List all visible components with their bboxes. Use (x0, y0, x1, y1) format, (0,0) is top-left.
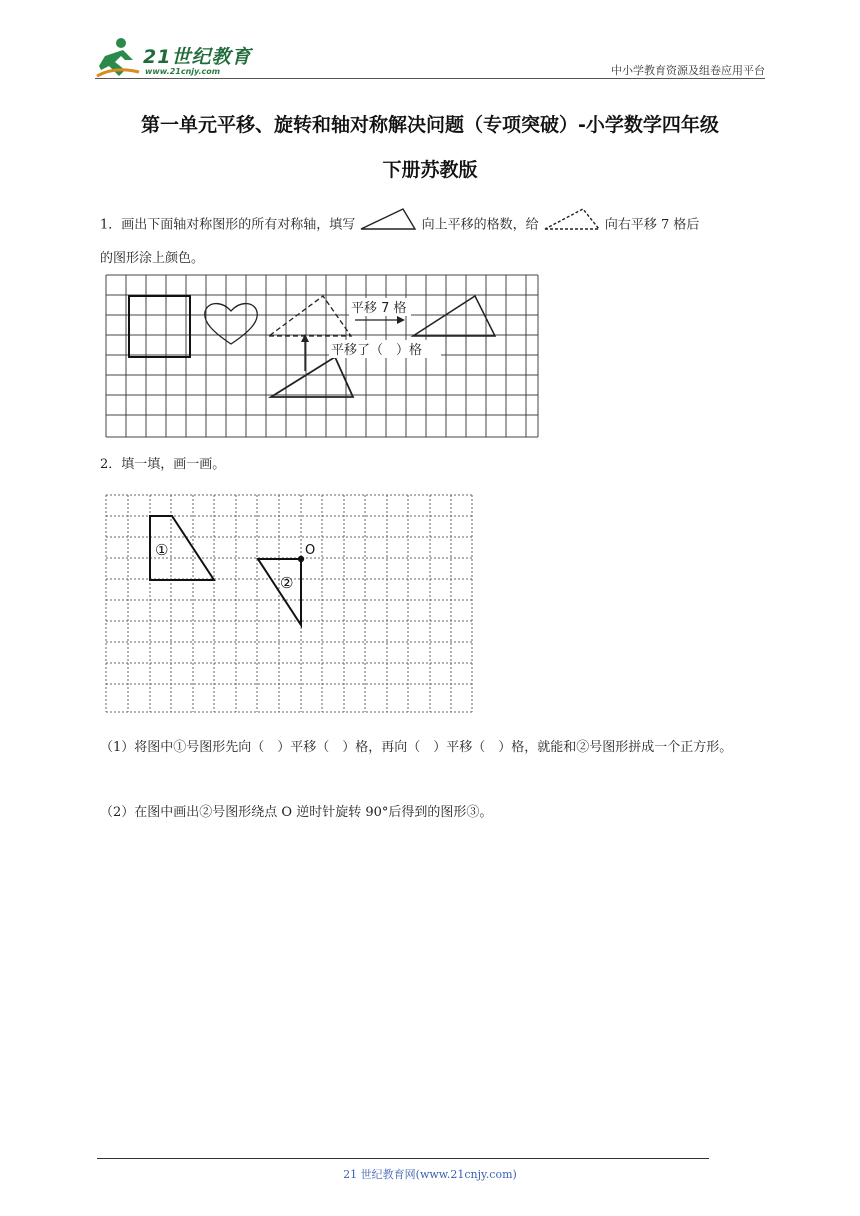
footer-text[interactable]: 21 世纪教育网(www.21cnjy.com) (343, 1168, 517, 1181)
point-o-label: O (305, 543, 316, 558)
shape-1-label: ① (155, 541, 169, 559)
q1-text-a: 1．画出下面轴对称图形的所有对称轴，填写 (100, 217, 356, 233)
header-divider (95, 78, 765, 79)
label-shift-up: 平移了（ ）格 (331, 343, 423, 358)
question-1-grid (105, 274, 541, 446)
solid-triangle-shape (271, 357, 353, 397)
question-2-intro: 2．填一填，画一画。 (100, 457, 226, 472)
logo (95, 36, 265, 76)
page-title-line1: 第一单元平移、旋转和轴对称解决问题（专项突破）-小学数学四年级 (141, 114, 719, 136)
translated-triangle-shape (413, 296, 495, 336)
question-2-sub-1: （1）将图中①号图形先向（ ）平移（ ）格，再向（ ）平移（ ）格，就能和②号图形拼成一个正方形。 (100, 740, 733, 755)
page-title-line2: 下册苏教版 (382, 159, 478, 181)
shape-2-label: ② (280, 574, 294, 592)
footer-divider (97, 1158, 709, 1159)
question-2-grid (104, 492, 476, 720)
dashed-triangle-shape (269, 296, 351, 336)
q1-text-b: 向上平移的格数，给 (421, 217, 539, 233)
q1-text-d: 的图形涂上颜色。 (100, 251, 205, 266)
solid-triangle-icon (359, 206, 417, 244)
runner-logo-icon (95, 36, 143, 78)
question-2-sub-2: （2）在图中画出②号图形绕点 O 逆时针旋转 90°后得到的图形③。 (100, 805, 493, 820)
label-shift-right: 平移 7 格 (351, 301, 407, 316)
header-platform-text: 中小学教育资源及组卷应用平台 (611, 64, 765, 77)
point-o (298, 556, 304, 562)
dashed-triangle-icon (543, 206, 601, 244)
logo-text: 21世纪教育 (143, 46, 252, 68)
page-header (95, 30, 765, 80)
question-1-text (100, 206, 765, 274)
square-shape (129, 296, 190, 357)
heart-shape (205, 304, 258, 344)
dotted-grid-lines (106, 495, 472, 712)
q1-text-c: 向右平移 7 格后 (604, 217, 700, 233)
logo-url: www.21cnjy.com (145, 67, 221, 76)
